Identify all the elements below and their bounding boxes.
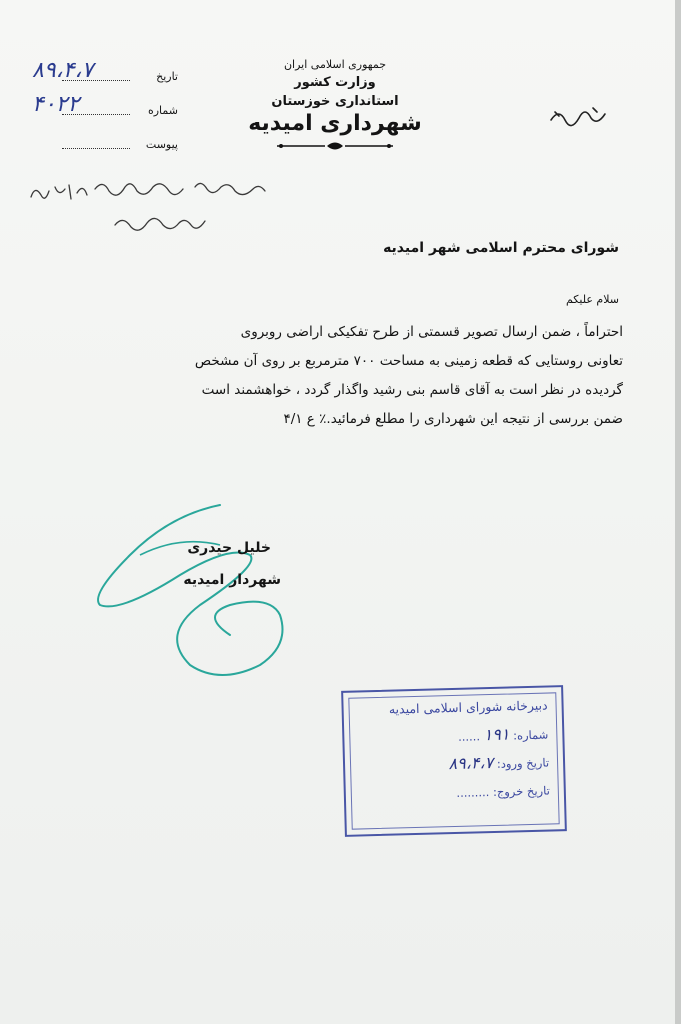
attachment-row xyxy=(28,128,178,162)
body-line: تعاونی روستایی که قطعه زمینی به مساحت ۷۰۰ مترمربع بر روی آن مشخص xyxy=(194,353,623,369)
stamp-exit-label: تاریخ خروج: xyxy=(492,783,550,799)
body-line: ضمن بررسی از نتیجه این شهرداری را مطلع فرمائید.٪ ع ۴/۱ xyxy=(283,411,623,427)
stamp-number-label: شماره: xyxy=(512,727,549,743)
addressee: شورای محترم اسلامی شهر امیدیه xyxy=(383,240,619,256)
ornament-divider-icon xyxy=(275,140,395,152)
stamp-entry-row xyxy=(448,752,549,774)
stamp-dots: ......... xyxy=(456,785,490,800)
body-line: گردیده در نظر است به آقای قاسم بنی رشید واگذار گردد ، خواهشمند است xyxy=(201,382,623,398)
date-row xyxy=(28,60,178,94)
greeting: سلام علیکم xyxy=(565,293,619,306)
handwritten-received-note xyxy=(25,175,270,245)
attachment-dots xyxy=(62,148,130,149)
municipality-title: شهرداری امیدیه xyxy=(248,111,422,136)
page-edge xyxy=(675,0,681,1024)
body-line: احتراماً ، ضمن ارسال تصویر قسمتی از طرح تفکیکی اراضی روبروی xyxy=(240,324,623,340)
secretariat-stamp xyxy=(341,685,567,837)
province-line: استانداری خوزستان xyxy=(271,94,399,109)
stamp-title: دبیرخانه شورای اسلامی امیدیه xyxy=(388,697,548,717)
letter-body xyxy=(62,318,623,434)
stamp-number-row xyxy=(458,724,549,745)
stamp-entry-value: ۸۹،۴،۷ xyxy=(448,752,494,774)
date-value: ۸۹،۴،۷ xyxy=(32,58,94,83)
number-value: ۴۰۲۲ xyxy=(32,92,80,117)
letterhead xyxy=(240,58,430,152)
stamp-entry-label: تاریخ ورود: xyxy=(496,755,550,771)
document-meta xyxy=(28,60,178,162)
bismillah-calligraphy xyxy=(545,100,615,130)
country-line: جمهوری اسلامی ایران xyxy=(283,58,387,71)
stamp-number-value: ۱۹۱ xyxy=(483,724,510,745)
number-row xyxy=(28,94,178,128)
ministry-line: وزارت کشور xyxy=(294,75,376,90)
attachment-label: پیوست xyxy=(145,138,178,151)
signer-title: شهردار امیدیه xyxy=(183,572,281,588)
stamp-exit-row xyxy=(456,780,550,801)
handwritten-signature xyxy=(80,495,310,690)
number-label: شماره xyxy=(147,104,178,117)
stamp-dots: ...... xyxy=(457,729,481,744)
signer-name: خلیل حیدری xyxy=(187,540,271,556)
date-label: تاریخ xyxy=(156,70,178,83)
